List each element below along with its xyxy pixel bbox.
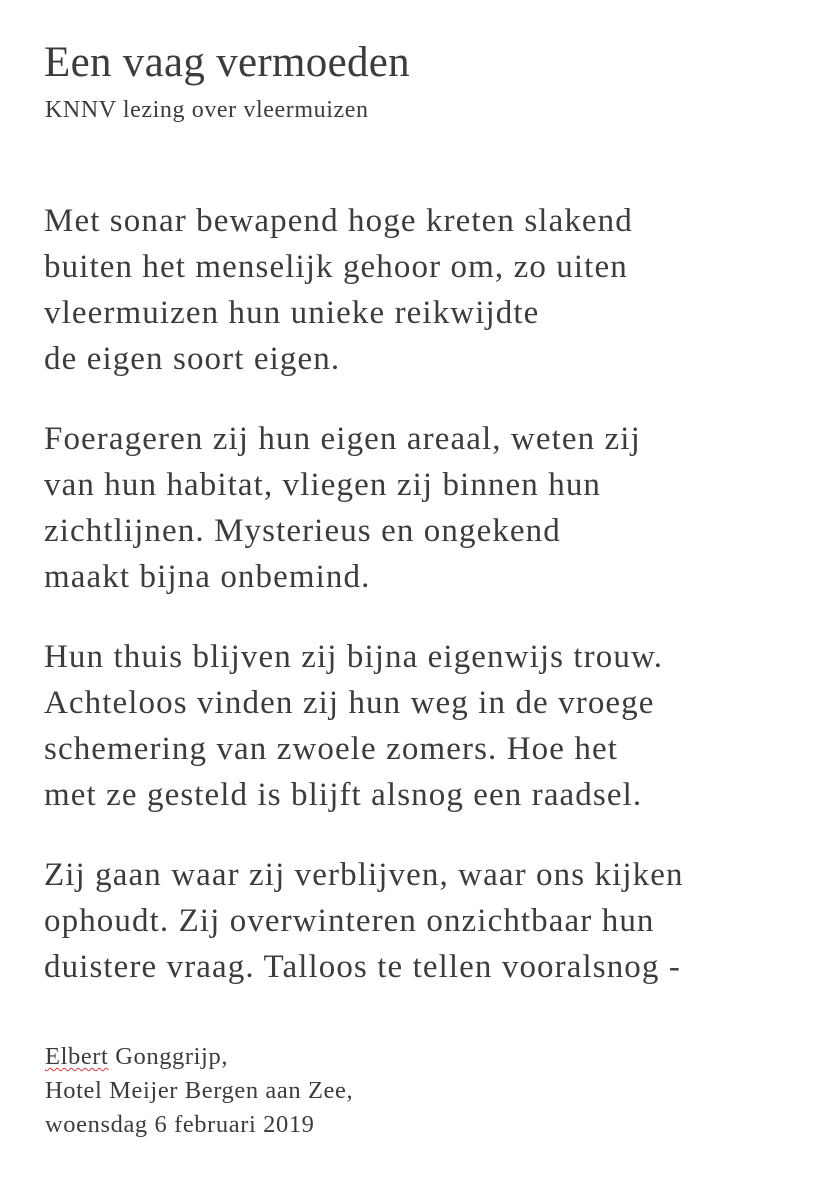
poem-line: Achteloos vinden zij hun weg in de vroege	[44, 685, 655, 721]
poem-line: zichtlijnen. Mysterieus en ongekend	[44, 513, 561, 549]
poem-subtitle: KNNV lezing over vleermuizen	[45, 97, 369, 123]
signature-block	[45, 1040, 353, 1142]
author-last-name: Gonggrijp,	[115, 1043, 229, 1070]
stanza-3	[44, 634, 824, 818]
stanza-4	[44, 852, 824, 990]
poem-line: maakt bijna onbemind.	[44, 559, 371, 595]
poem-line: schemering van zwoele zomers. Hoe het	[44, 731, 618, 767]
poem-line: Met sonar bewapend hoge kreten slakend	[44, 203, 633, 239]
stanza-1	[44, 198, 824, 382]
poem-title: Een vaag vermoeden	[44, 39, 410, 86]
author-first-name: Elbert	[45, 1043, 109, 1070]
poem-line: buiten het menselijk gehoor om, zo uiten	[44, 249, 628, 285]
poem-line: de eigen soort eigen.	[44, 341, 341, 377]
poem-line: Hun thuis blijven zij bijna eigenwijs trouw.	[44, 639, 664, 675]
poem-line: duistere vraag. Talloos te tellen vooralsnog -	[44, 949, 681, 985]
poem-line: met ze gesteld is blijft alsnog een raadsel.	[44, 777, 643, 813]
poem-body	[44, 198, 824, 1024]
poem-line: ophoudt. Zij overwinteren onzichtbaar hun	[44, 903, 655, 939]
poem-line: Zij gaan waar zij verblijven, waar ons kijken	[44, 857, 684, 893]
signature-date: woensdag 6 februari 2019	[45, 1111, 315, 1138]
signature-location: Hotel Meijer Bergen aan Zee,	[45, 1077, 354, 1104]
stanza-2	[44, 416, 824, 600]
poem-line: vleermuizen hun unieke reikwijdte	[44, 295, 540, 331]
poem-line: Foerageren zij hun eigen areaal, weten zij	[44, 421, 641, 457]
author-name	[45, 1040, 353, 1074]
poem-line: van hun habitat, vliegen zij binnen hun	[44, 467, 602, 503]
